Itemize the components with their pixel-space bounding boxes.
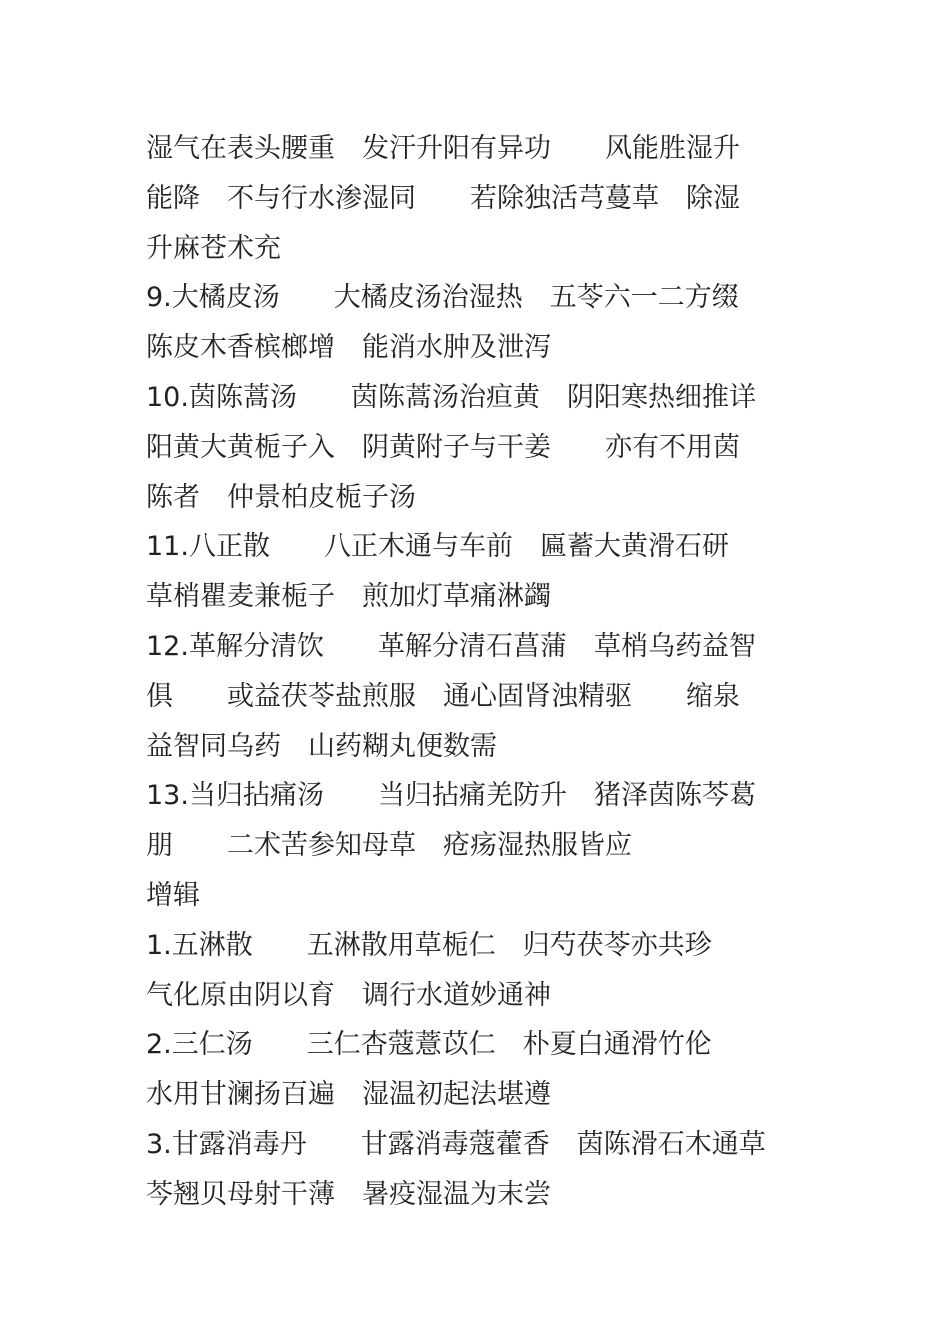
text-line: 陈皮木香槟榔增 能消水肿及泄泻 (146, 332, 551, 364)
text-line: 水用甘澜扬百遍 湿温初起法堪遵 (146, 1079, 551, 1111)
text-line: 1.五淋散 五淋散用草栀仁 归芍茯苓亦共珍 (146, 929, 712, 961)
text-line: 芩翘贝母射干薄 暑疫湿温为末尝 (146, 1178, 551, 1210)
section-heading: 增辑 (146, 879, 200, 911)
text-line: 能降 不与行水渗湿同 若除独活芎蔓草 除湿 (146, 182, 740, 214)
text-line: 益智同乌药 山药糊丸便数需 (146, 730, 497, 762)
text-line: 11.八正散 八正木通与车前 匾蓄大黄滑石研 (146, 531, 729, 563)
text-line: 陈者 仲景柏皮栀子汤 (146, 481, 416, 513)
text-line: 升麻苍术充 (146, 232, 281, 264)
text-line: 10.茵陈蒿汤 茵陈蒿汤治疸黄 阴阳寒热细推详 (146, 381, 756, 413)
document-body (146, 124, 826, 1220)
text-line: 2.三仁汤 三仁杏蔻薏苡仁 朴夏白通滑竹伦 (146, 1029, 712, 1061)
text-line: 阳黄大黄栀子入 阴黄附子与干姜 亦有不用茵 (146, 431, 740, 463)
text-line: 12.革解分清饮 革解分清石菖蒲 草梢乌药益智 (146, 630, 756, 662)
text-line: 湿气在表头腰重 发汗升阳有异功 风能胜湿升 (146, 133, 740, 164)
text-line: 3.甘露消毒丹 甘露消毒蔻藿香 茵陈滑石木通草 (146, 1128, 766, 1160)
text-line: 草梢瞿麦兼栀子 煎加灯草痛淋蠲 (146, 581, 551, 613)
text-line: 气化原由阴以育 调行水道妙通神 (146, 979, 551, 1011)
text-line: 俱 或益茯苓盐煎服 通心固肾浊精驱 缩泉 (146, 680, 740, 712)
text-line: 朋 二术苦参知母草 疮疡湿热服皆应 (146, 830, 632, 862)
text-line: 13.当归拈痛汤 当归拈痛羌防升 猪泽茵陈芩葛 (146, 780, 756, 812)
text-line: 9.大橘皮汤 大橘皮汤治湿热 五苓六一二方缀 (146, 282, 739, 314)
